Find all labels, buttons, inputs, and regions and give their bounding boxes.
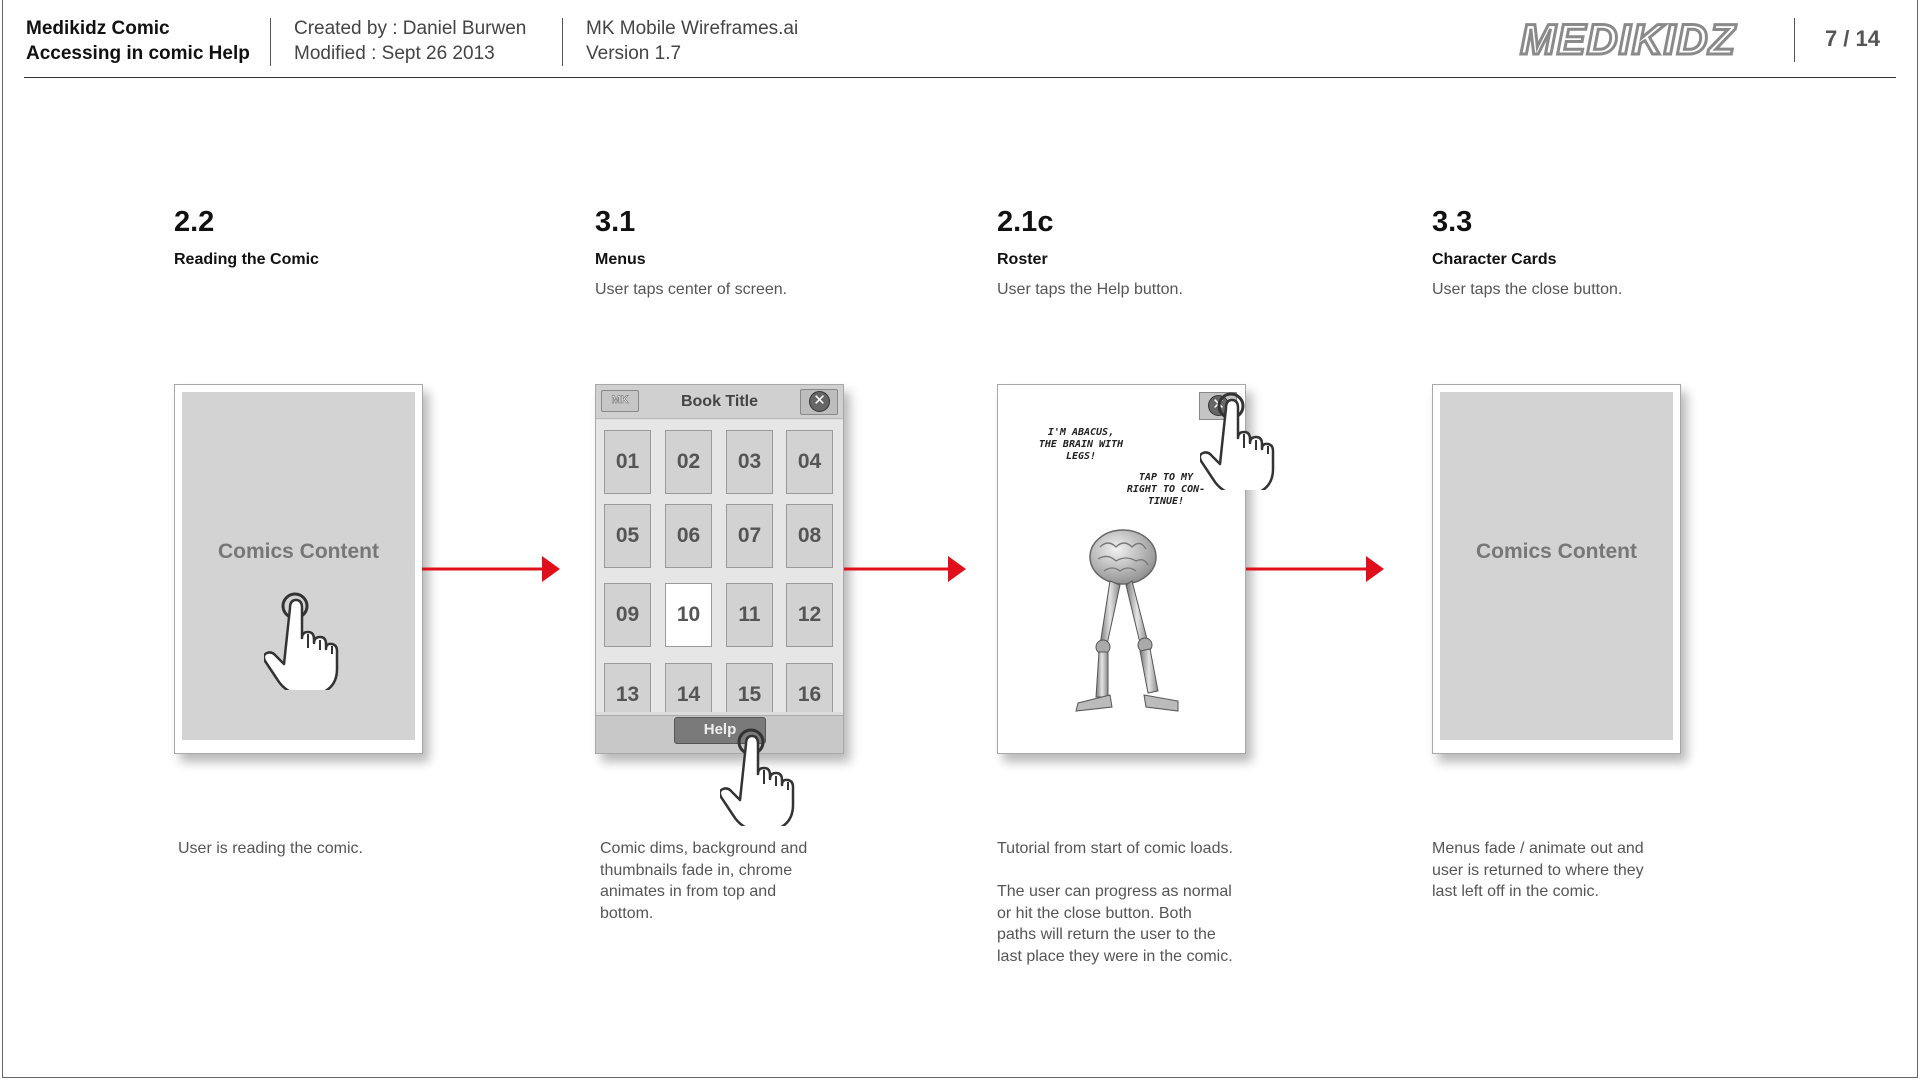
pointing-hand-icon — [720, 726, 800, 826]
thumbnail-06[interactable]: 06 — [665, 504, 712, 568]
step-2-2 — [174, 205, 514, 280]
step-action: User taps center of screen. — [595, 281, 788, 298]
header-divider — [562, 18, 563, 66]
abacus-character-image — [1048, 525, 1198, 725]
logo-text: MEDIKIDZ — [1520, 16, 1736, 62]
thumbnail-11[interactable]: 11 — [726, 583, 773, 647]
step-description: User is reading the comic. — [178, 840, 363, 857]
step-description: Tutorial from start of comic loads. The user can progress as normal or hit the close button. Both paths will return the user to the last place they were in the comic. — [997, 840, 1233, 965]
file-block — [586, 16, 798, 66]
thumbnail-14[interactable]: 14 — [665, 663, 712, 712]
created-by: Created by : Daniel Burwen — [294, 18, 527, 39]
doc-subtitle: Accessing in comic Help — [26, 43, 250, 64]
book-title: Book Title — [680, 393, 759, 410]
thumbnail-01[interactable]: 01 — [604, 430, 651, 494]
step-action: User taps the Help button. — [997, 281, 1183, 298]
menu-top-bar — [596, 385, 843, 419]
thumbnail-12[interactable]: 12 — [786, 583, 833, 647]
page-number: 7 / 14 — [1824, 26, 1880, 51]
arrow-right-icon — [844, 553, 968, 585]
thumbnail-04[interactable]: 04 — [786, 430, 833, 494]
thumbnail-07[interactable]: 07 — [726, 504, 773, 568]
modified-date: Modified : Sept 26 2013 — [294, 43, 495, 64]
thumbnail-16[interactable]: 16 — [786, 663, 833, 712]
step-3-3 — [1432, 205, 1772, 300]
step-action: User taps the close button. — [1432, 281, 1623, 298]
thumbnail-05[interactable]: 05 — [604, 504, 651, 568]
thumbnail-15[interactable]: 15 — [726, 663, 773, 712]
menu-close-button[interactable] — [800, 389, 838, 415]
arrow-right-icon — [422, 553, 562, 585]
thumbnail-08[interactable]: 08 — [786, 504, 833, 568]
file-name: MK Mobile Wireframes.ai — [586, 18, 799, 39]
thumbnail-10[interactable]: 10 — [665, 583, 712, 647]
step-title: Menus — [595, 251, 646, 268]
screen-character-cards — [1432, 384, 1681, 754]
step-title: Character Cards — [1432, 251, 1557, 268]
mk-logo-icon[interactable]: MK — [601, 390, 639, 412]
speech-bubble-continue[interactable]: TAP TO MY RIGHT TO CON- TINUE! — [1126, 472, 1206, 507]
arrow-right-icon — [1246, 553, 1386, 585]
doc-title-block — [26, 16, 250, 66]
header-divider — [270, 18, 271, 66]
comics-content-label: Comics Content — [217, 540, 379, 563]
thumbnail-09[interactable]: 09 — [604, 583, 651, 647]
step-number: 2.2 — [174, 206, 215, 238]
author-block — [294, 16, 526, 66]
speech-bubble-abacus: I'M ABACUS, THE BRAIN WITH LEGS! — [1038, 427, 1124, 462]
step-number: 3.3 — [1432, 206, 1473, 238]
step-description: Comic dims, background and thumbnails fade in, chrome animates in from top and bottom. — [600, 840, 808, 922]
screen-reading-comic — [174, 384, 423, 754]
pointing-hand-icon — [1200, 390, 1280, 490]
close-icon: ✕ — [1208, 395, 1229, 416]
comic-area[interactable] — [1440, 392, 1673, 740]
help-button[interactable]: Help — [674, 717, 766, 744]
close-icon: ✕ — [809, 391, 830, 412]
header — [24, 14, 1896, 78]
comics-content-label: Comics Content — [1475, 540, 1637, 563]
version: Version 1.7 — [586, 43, 682, 64]
step-3-1 — [595, 205, 935, 300]
thumbnail-13[interactable]: 13 — [604, 663, 651, 712]
step-number: 2.1c — [997, 206, 1054, 238]
pointing-hand-icon — [264, 590, 344, 690]
step-2-1c — [997, 205, 1337, 300]
screen-menus — [595, 384, 844, 754]
step-title: Roster — [997, 251, 1048, 268]
thumbnail-03[interactable]: 03 — [726, 430, 773, 494]
medikidz-logo — [1480, 16, 1776, 62]
step-number: 3.1 — [595, 206, 636, 238]
step-description: Menus fade / animate out and user is returned to where they last left off in the comic. — [1432, 840, 1644, 900]
thumbnail-grid — [596, 420, 843, 712]
step-title: Reading the Comic — [174, 251, 319, 268]
header-divider — [1794, 18, 1795, 62]
doc-title: Medikidz Comic — [26, 18, 170, 39]
thumbnail-02[interactable]: 02 — [665, 430, 712, 494]
